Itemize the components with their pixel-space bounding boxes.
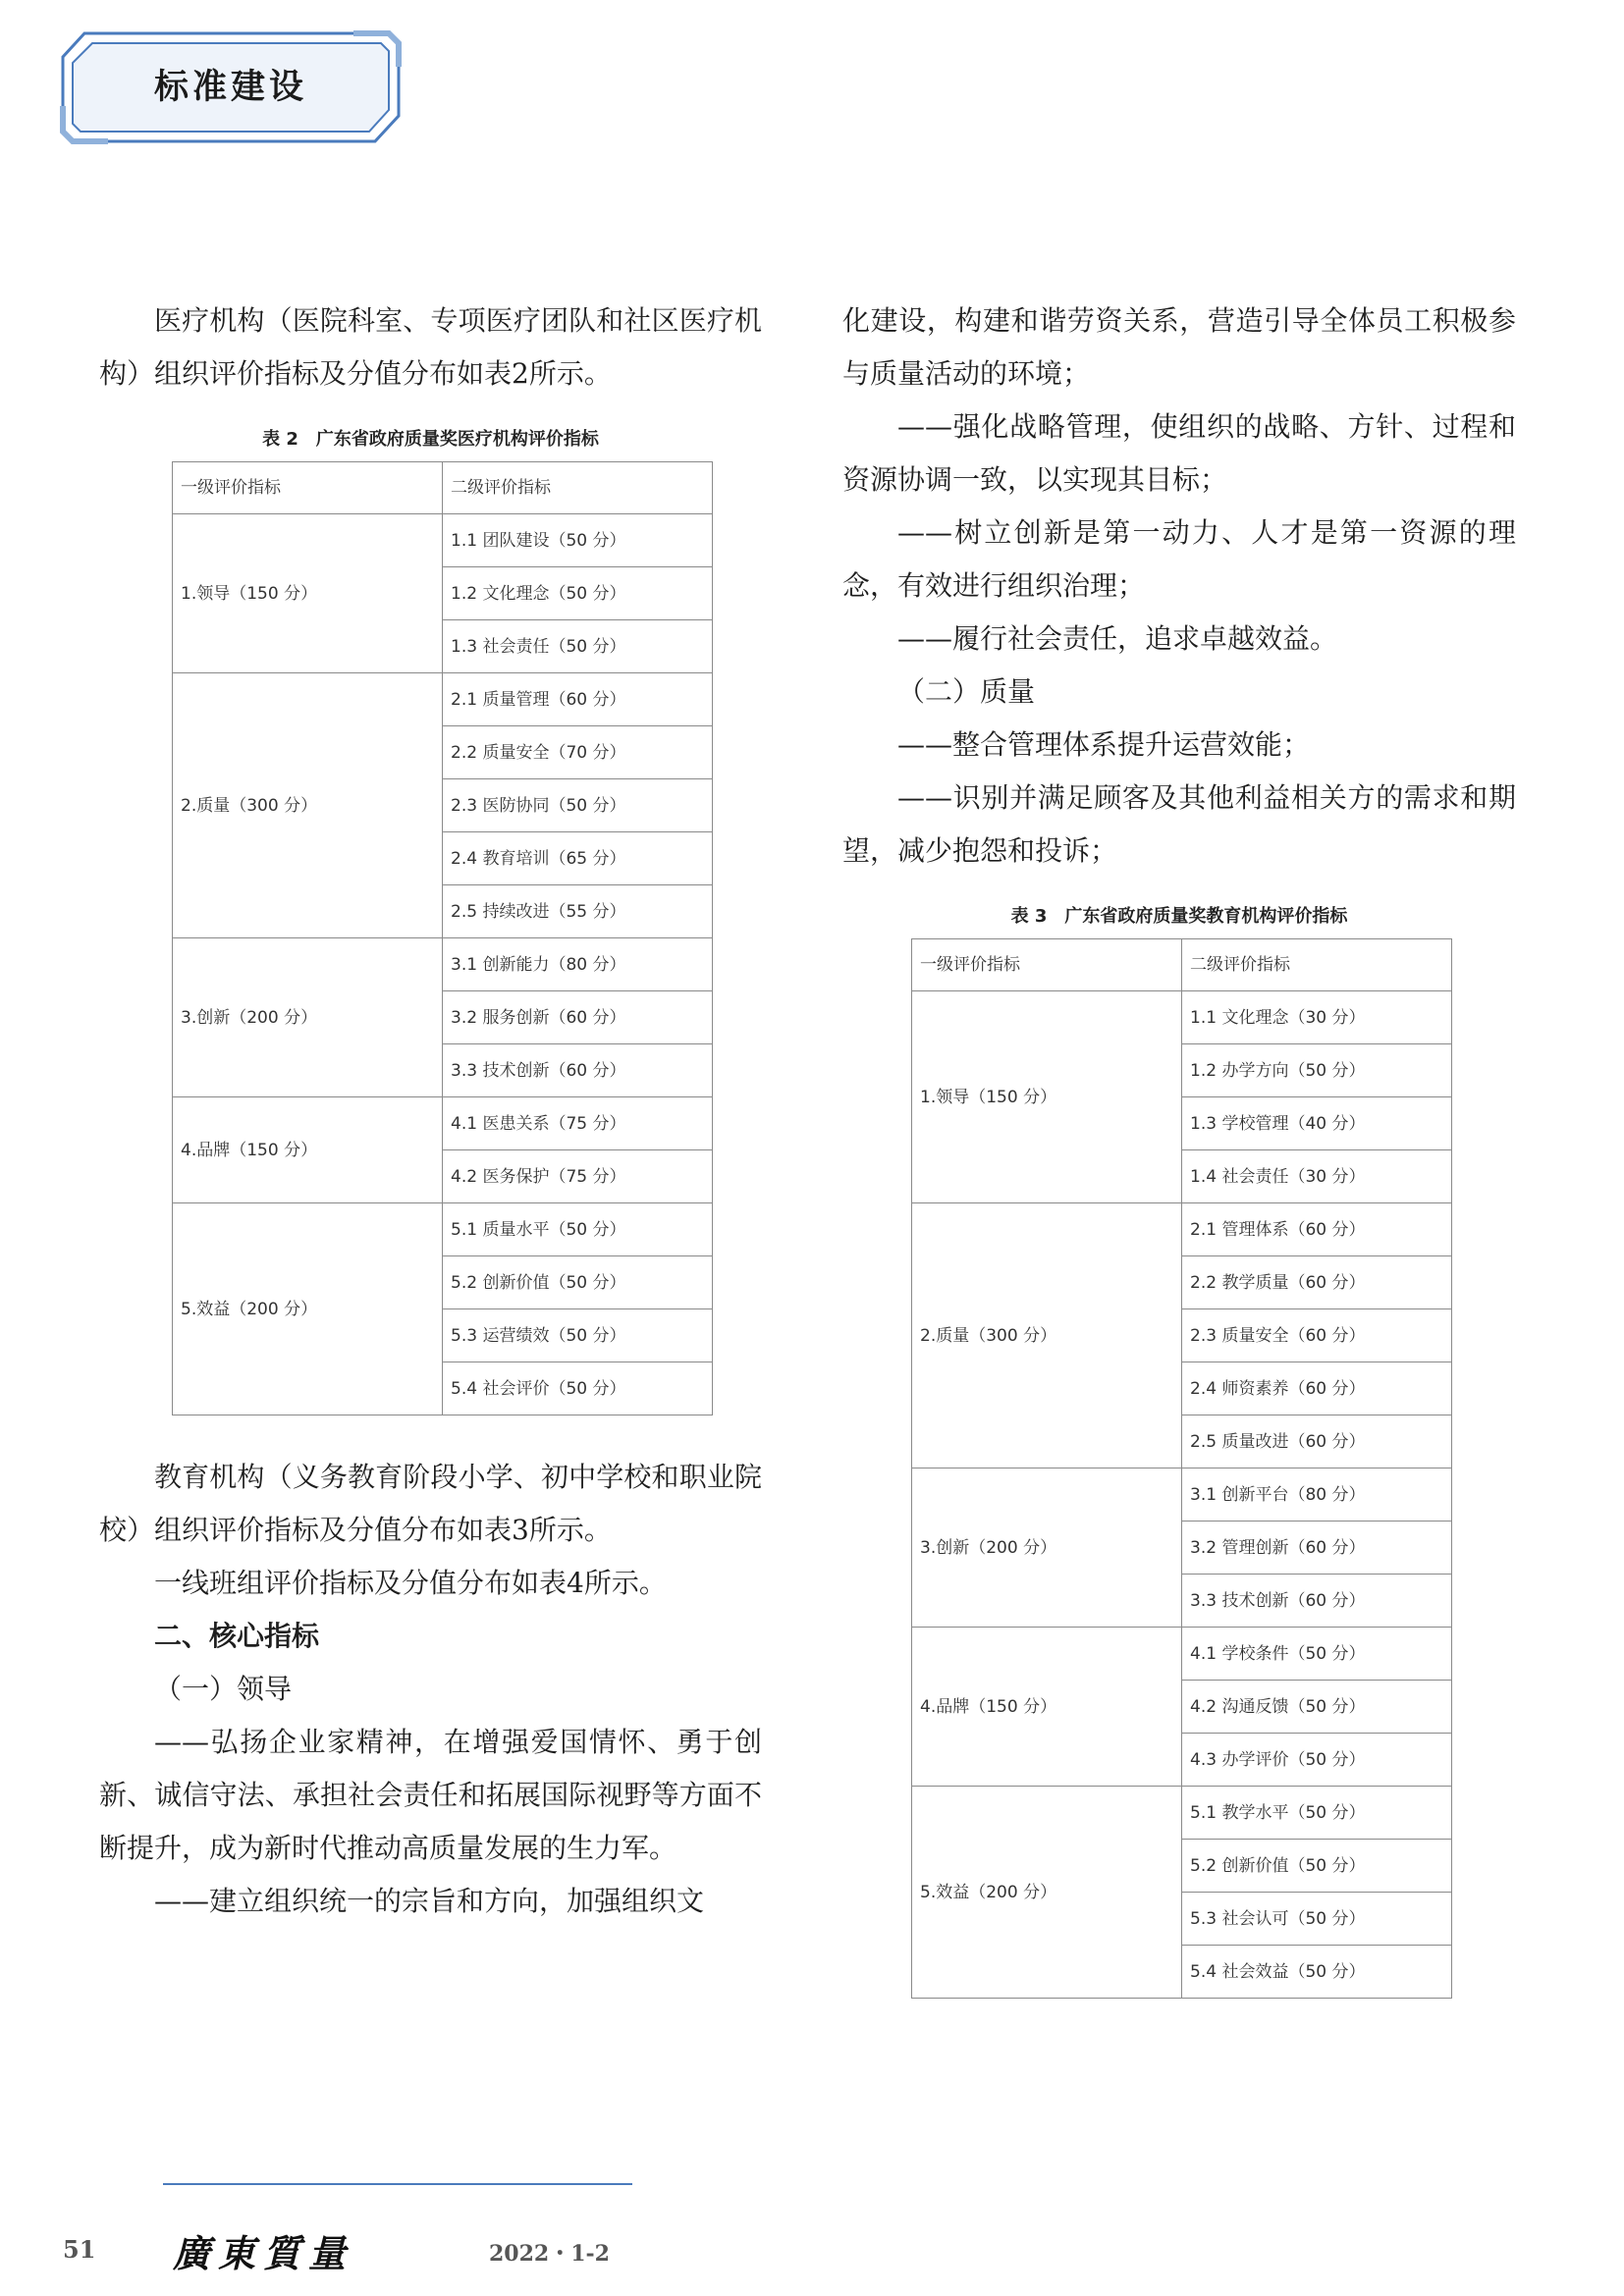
level2-indicator: 2.3 质量安全（60 分） bbox=[1182, 1309, 1452, 1362]
level2-indicator: 1.1 文化理念（30 分） bbox=[1182, 991, 1452, 1044]
level2-indicator: 1.2 办学方向（50 分） bbox=[1182, 1044, 1452, 1097]
leadership-point-4: ——树立创新是第一动力、人才是第一资源的理念，有效进行组织治理； bbox=[842, 516, 1516, 602]
level2-indicator: 2.4 师资素养（60 分） bbox=[1182, 1362, 1452, 1415]
level2-indicator: 5.2 创新价值（50 分） bbox=[443, 1256, 713, 1309]
level2-indicator: 5.2 创新价值（50 分） bbox=[1182, 1840, 1452, 1893]
level1-indicator: 5.效益（200 分） bbox=[912, 1787, 1182, 1999]
section-title: 标准建设 bbox=[153, 68, 307, 107]
level2-indicator: 2.1 质量管理（60 分） bbox=[443, 673, 713, 726]
level2-indicator: 1.3 社会责任（50 分） bbox=[443, 620, 713, 673]
level2-indicator: 5.1 质量水平（50 分） bbox=[443, 1203, 713, 1256]
level2-indicator: 1.4 社会责任（30 分） bbox=[1182, 1150, 1452, 1203]
table2-caption: 表 2 广东省政府质量奖医疗机构评价指标 bbox=[262, 429, 599, 450]
table-row bbox=[912, 1628, 1452, 1681]
table-row bbox=[912, 1468, 1452, 1522]
level1-indicator: 4.品牌（150 分） bbox=[912, 1628, 1182, 1787]
subheading-quality: （二）质量 bbox=[897, 675, 1036, 708]
quality-point-1: ——整合管理体系提升运营效能； bbox=[897, 728, 1311, 761]
magazine-logo: 廣東質量 bbox=[173, 2231, 354, 2275]
left-column bbox=[99, 294, 762, 1928]
level2-indicator: 3.1 创新能力（80 分） bbox=[443, 938, 713, 991]
issue-number: 2022・1-2 bbox=[489, 2241, 610, 2267]
level2-indicator: 5.3 运营绩效（50 分） bbox=[443, 1309, 713, 1362]
header-level2: 二级评价指标 bbox=[1182, 939, 1452, 991]
level2-indicator: 2.2 教学质量（60 分） bbox=[1182, 1256, 1452, 1309]
level2-indicator: 2.2 质量安全（70 分） bbox=[443, 726, 713, 779]
header-level2: 二级评价指标 bbox=[443, 462, 713, 514]
leadership-point-2-start: ——建立组织统一的宗旨和方向，加强组织文 bbox=[154, 1885, 705, 1917]
table-row bbox=[173, 673, 713, 726]
edu-paragraph: 教育机构（义务教育阶段小学、初中学校和职业院校）组织评价指标及分值分布如表3所示。 bbox=[99, 1461, 762, 1546]
level2-indicator: 5.4 社会效益（50 分） bbox=[1182, 1946, 1452, 1999]
table-row bbox=[173, 938, 713, 991]
leadership-point-2-end: 化建设，构建和谐劳资关系，营造引导全体员工积极参与质量活动的环境； bbox=[842, 304, 1516, 390]
level2-indicator: 4.1 医患关系（75 分） bbox=[443, 1097, 713, 1150]
header-level1: 一级评价指标 bbox=[912, 939, 1182, 991]
quality-point-2: ——识别并满足顾客及其他利益相关方的需求和期望，减少抱怨和投诉； bbox=[842, 781, 1516, 867]
level2-indicator: 3.2 管理创新（60 分） bbox=[1182, 1522, 1452, 1575]
level2-indicator: 5.1 教学水平（50 分） bbox=[1182, 1787, 1452, 1840]
table-row bbox=[173, 1203, 713, 1256]
level2-indicator: 2.3 医防协同（50 分） bbox=[443, 779, 713, 832]
level2-indicator: 1.3 学校管理（40 分） bbox=[1182, 1097, 1452, 1150]
level1-indicator: 4.品牌（150 分） bbox=[173, 1097, 443, 1203]
level2-indicator: 4.3 办学评价（50 分） bbox=[1182, 1734, 1452, 1787]
leadership-point-3: ——强化战略管理，使组织的战略、方针、过程和资源协调一致，以实现其目标； bbox=[842, 410, 1516, 496]
level1-indicator: 3.创新（200 分） bbox=[173, 938, 443, 1097]
level1-indicator: 2.质量（300 分） bbox=[912, 1203, 1182, 1468]
section-badge bbox=[59, 27, 403, 147]
table3-education-indicators bbox=[911, 938, 1452, 1999]
level1-indicator: 1.领导（150 分） bbox=[173, 514, 443, 673]
leadership-point-5: ——履行社会责任，追求卓越效益。 bbox=[897, 622, 1338, 655]
level2-indicator: 3.1 创新平台（80 分） bbox=[1182, 1468, 1452, 1522]
level1-indicator: 1.领导（150 分） bbox=[912, 991, 1182, 1203]
level2-indicator: 2.4 教育培训（65 分） bbox=[443, 832, 713, 885]
level2-indicator: 1.1 团队建设（50 分） bbox=[443, 514, 713, 567]
header-level1: 一级评价指标 bbox=[173, 462, 443, 514]
table2-medical-indicators bbox=[172, 461, 713, 1415]
table-row bbox=[173, 514, 713, 567]
level1-indicator: 2.质量（300 分） bbox=[173, 673, 443, 938]
footer-rule bbox=[163, 2183, 632, 2185]
level2-indicator: 1.2 文化理念（50 分） bbox=[443, 567, 713, 620]
table-row bbox=[912, 1787, 1452, 1840]
subheading-leadership: （一）领导 bbox=[154, 1673, 293, 1705]
level2-indicator: 2.5 质量改进（60 分） bbox=[1182, 1415, 1452, 1468]
leadership-point-1: ——弘扬企业家精神，在增强爱国情怀、勇于创新、诚信守法、承担社会责任和拓展国际视野等方面不断提升，成为新时代推动高质量发展的生力军。 bbox=[99, 1726, 762, 1864]
intro-paragraph: 医疗机构（医院科室、专项医疗团队和社区医疗机构）组织评价指标及分值分布如表2所示。 bbox=[99, 304, 762, 390]
table-row bbox=[912, 1203, 1452, 1256]
table-row bbox=[912, 991, 1452, 1044]
level2-indicator: 3.3 技术创新（60 分） bbox=[1182, 1575, 1452, 1628]
team-paragraph: 一线班组评价指标及分值分布如表4所示。 bbox=[154, 1567, 667, 1599]
level2-indicator: 5.3 社会认可（50 分） bbox=[1182, 1893, 1452, 1946]
table-header-row bbox=[173, 462, 713, 514]
level2-indicator: 5.4 社会评价（50 分） bbox=[443, 1362, 713, 1415]
heading-core-indicators: 二、核心指标 bbox=[154, 1620, 320, 1652]
level1-indicator: 5.效益（200 分） bbox=[173, 1203, 443, 1415]
right-column bbox=[842, 294, 1516, 1999]
level2-indicator: 2.5 持续改进（55 分） bbox=[443, 885, 713, 938]
table-header-row bbox=[912, 939, 1452, 991]
level2-indicator: 4.2 医务保护（75 分） bbox=[443, 1150, 713, 1203]
table3-caption: 表 3 广东省政府质量奖教育机构评价指标 bbox=[1010, 906, 1348, 927]
level2-indicator: 2.1 管理体系（60 分） bbox=[1182, 1203, 1452, 1256]
level2-indicator: 4.2 沟通反馈（50 分） bbox=[1182, 1681, 1452, 1734]
level2-indicator: 3.3 技术创新（60 分） bbox=[443, 1044, 713, 1097]
level2-indicator: 4.1 学校条件（50 分） bbox=[1182, 1628, 1452, 1681]
table-row bbox=[173, 1097, 713, 1150]
level2-indicator: 3.2 服务创新（60 分） bbox=[443, 991, 713, 1044]
level1-indicator: 3.创新（200 分） bbox=[912, 1468, 1182, 1628]
page-number: 51 bbox=[63, 2235, 96, 2264]
